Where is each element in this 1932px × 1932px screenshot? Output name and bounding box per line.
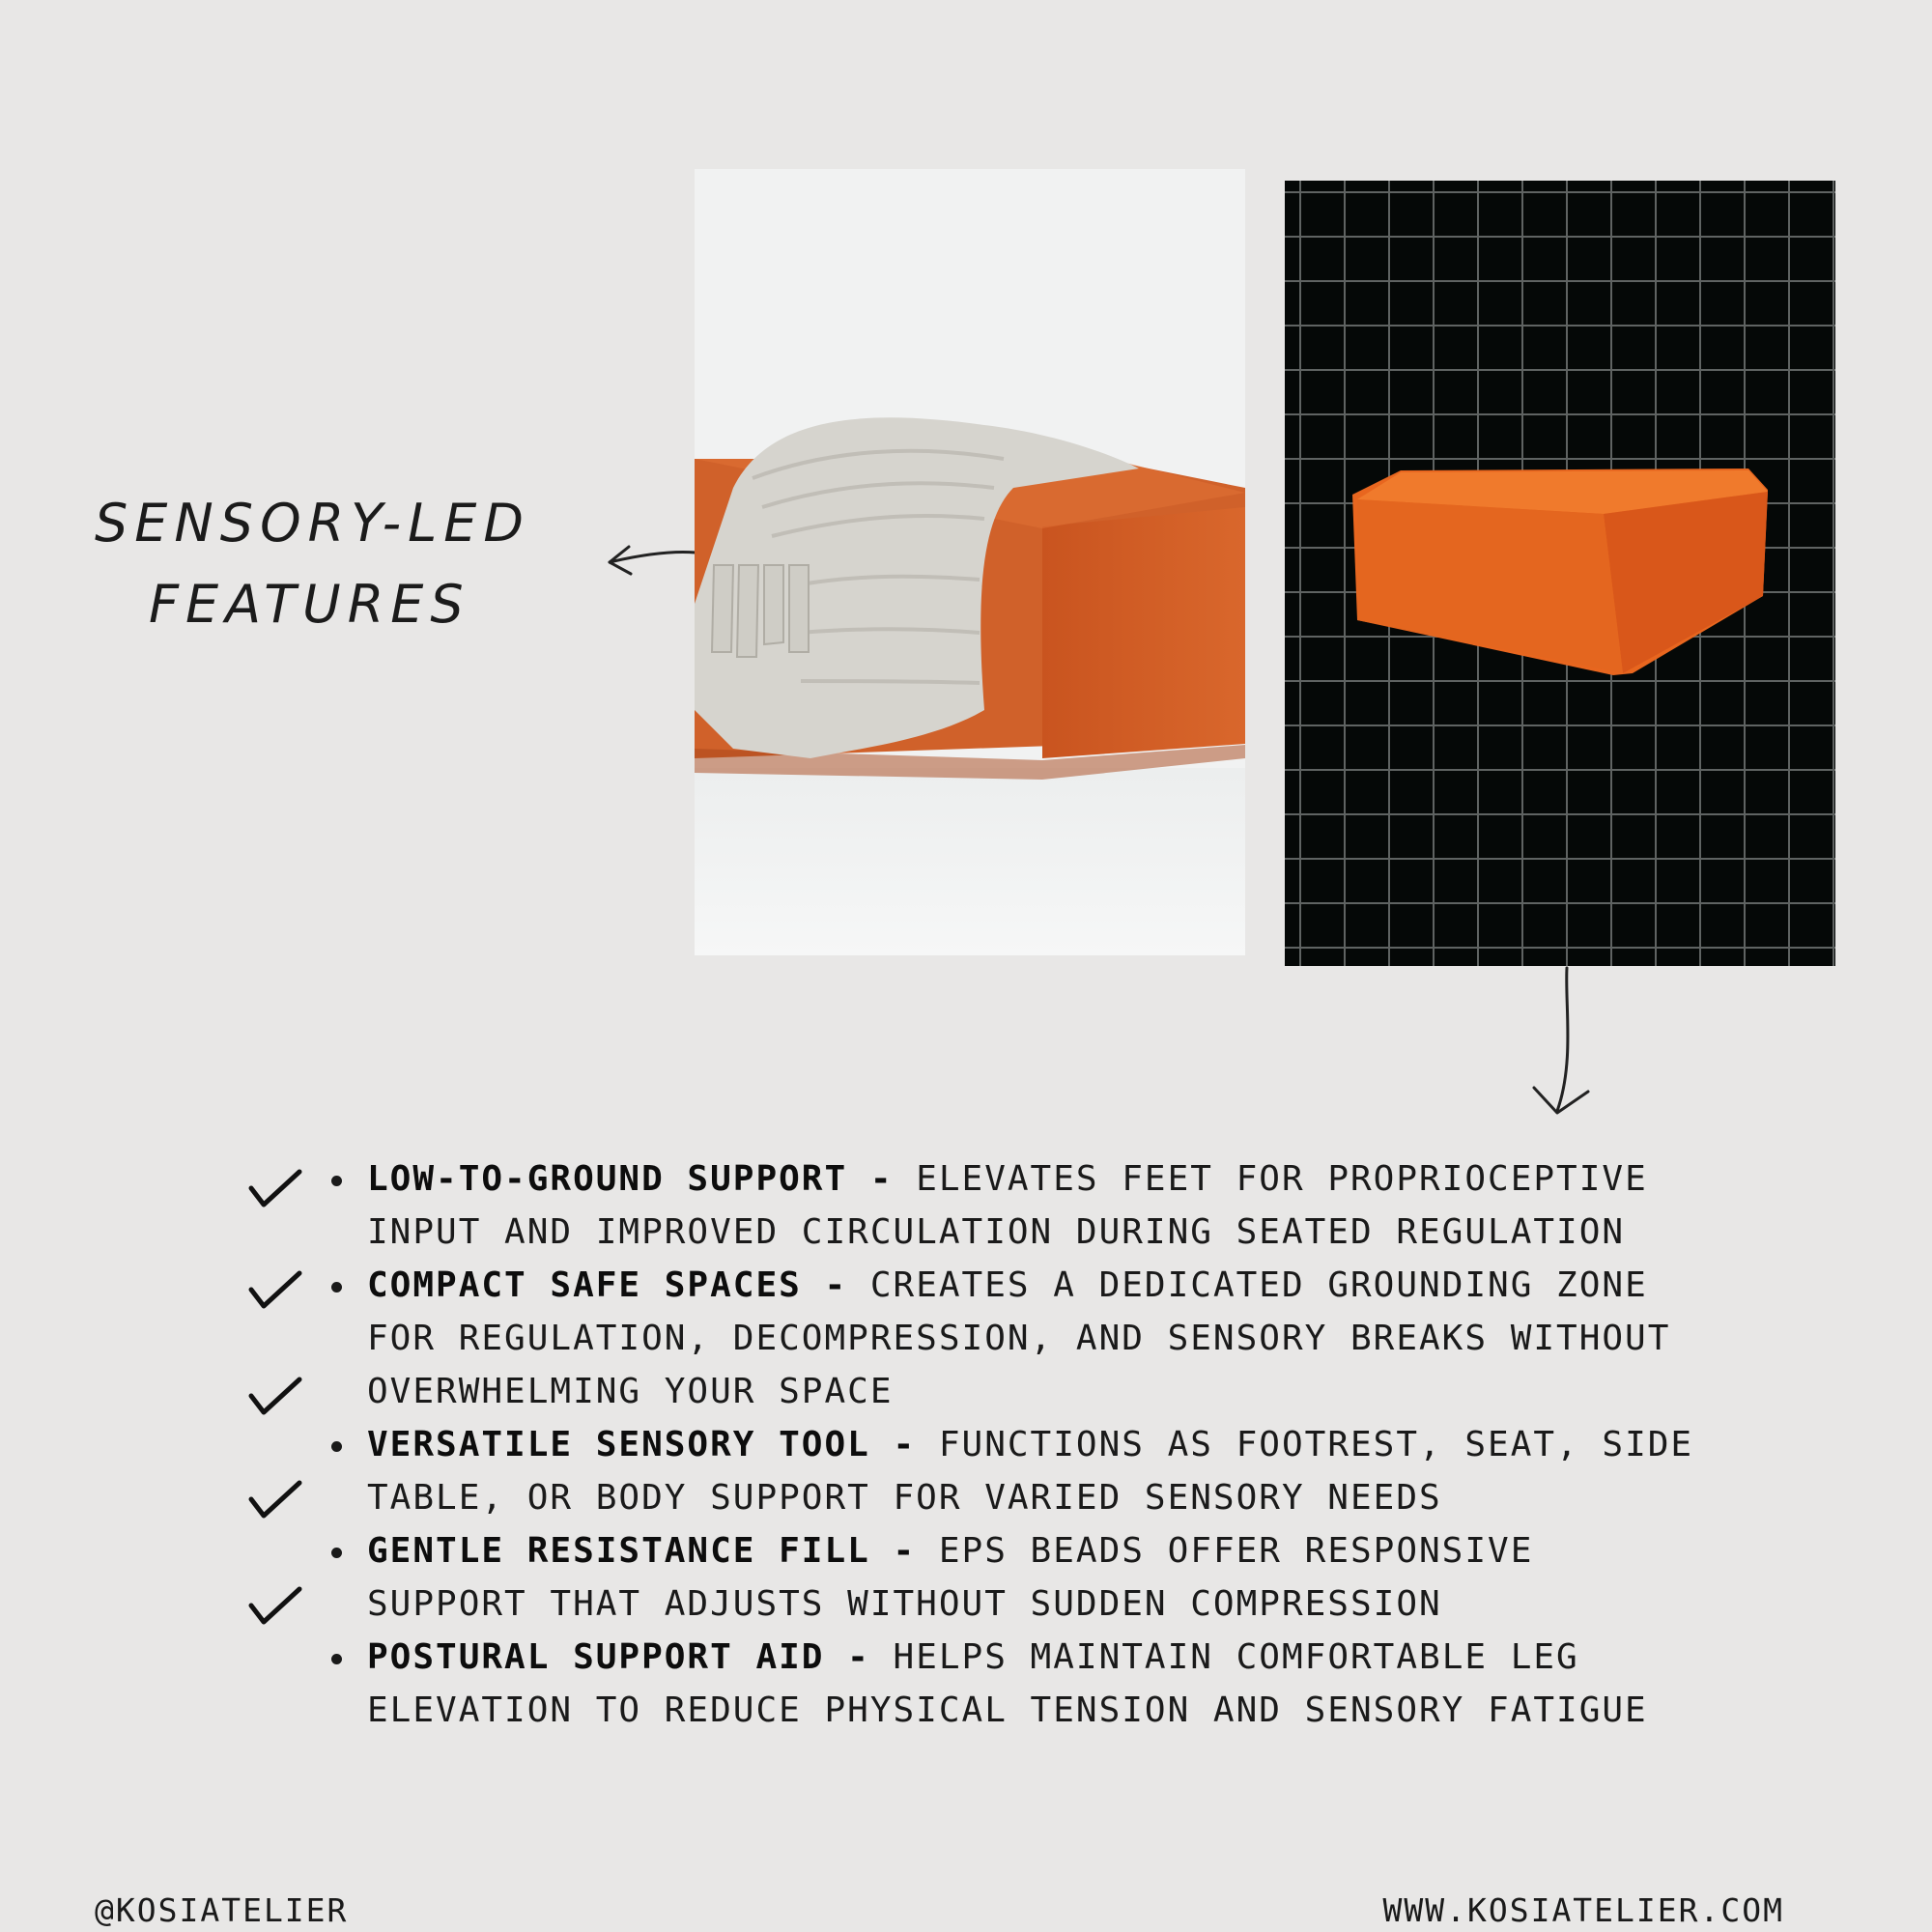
feature-title: LOW-TO-GROUND SUPPORT - bbox=[367, 1159, 894, 1199]
feature-item bbox=[319, 1259, 1710, 1418]
ottoman-with-throw-photo bbox=[695, 169, 1245, 955]
section-heading bbox=[87, 483, 570, 645]
check-icon bbox=[246, 1265, 304, 1314]
heading-line-1: SENSORY-LED bbox=[95, 493, 530, 554]
feature-text: CREATES A DEDICATED GROUNDING ZONE FOR REGULATION, DECOMPRESSION, AND SENSORY BREAKS WITHOUT OVERWHELMING YOUR SPACE bbox=[367, 1265, 1671, 1411]
arrow-left-icon bbox=[604, 541, 700, 580]
feature-item bbox=[319, 1152, 1710, 1259]
feature-title: GENTLE RESISTANCE FILL - bbox=[367, 1531, 917, 1571]
bullet-dot bbox=[331, 1654, 342, 1664]
feature-item bbox=[319, 1631, 1710, 1737]
bullet-dot bbox=[331, 1282, 342, 1293]
checkmark-column bbox=[246, 1164, 314, 1647]
check-icon bbox=[246, 1475, 304, 1523]
feature-item bbox=[319, 1524, 1710, 1631]
social-handle[interactable]: @KOSIATELIER bbox=[95, 1891, 349, 1929]
check-icon bbox=[246, 1581, 304, 1630]
feature-text: FUNCTIONS AS FOOTREST, SEAT, SIDE TABLE, OR BODY SUPPORT FOR VARIED SENSORY NEEDS bbox=[367, 1425, 1694, 1518]
feature-text: ELEVATES FEET FOR PROPRIOCEPTIVE INPUT AND IMPROVED CIRCULATION DURING SEATED REGULATION bbox=[367, 1159, 1648, 1252]
feature-list bbox=[319, 1152, 1710, 1737]
check-icon bbox=[246, 1372, 304, 1420]
feature-text: EPS BEADS OFFER RESPONSIVE SUPPORT THAT ADJUSTS WITHOUT SUDDEN COMPRESSION bbox=[367, 1531, 1534, 1624]
feature-title: VERSATILE SENSORY TOOL - bbox=[367, 1425, 917, 1464]
bullet-dot bbox=[331, 1441, 342, 1452]
heading-line-2: FEATURES bbox=[149, 574, 470, 635]
website-link[interactable]: WWW.KOSIATELIER.COM bbox=[1382, 1891, 1784, 1929]
feature-title: COMPACT SAFE SPACES - bbox=[367, 1265, 848, 1305]
feature-item bbox=[319, 1418, 1710, 1524]
bullet-dot bbox=[331, 1176, 342, 1186]
feature-text: HELPS MAINTAIN COMFORTABLE LEG ELEVATION TO REDUCE PHYSICAL TENSION AND SENSORY FATIGUE bbox=[367, 1637, 1648, 1730]
ottoman-grid-photo bbox=[1285, 181, 1835, 966]
bullet-dot bbox=[331, 1548, 342, 1558]
arrow-down-icon bbox=[1528, 966, 1596, 1121]
check-icon bbox=[246, 1164, 304, 1212]
feature-title: POSTURAL SUPPORT AID - bbox=[367, 1637, 870, 1677]
